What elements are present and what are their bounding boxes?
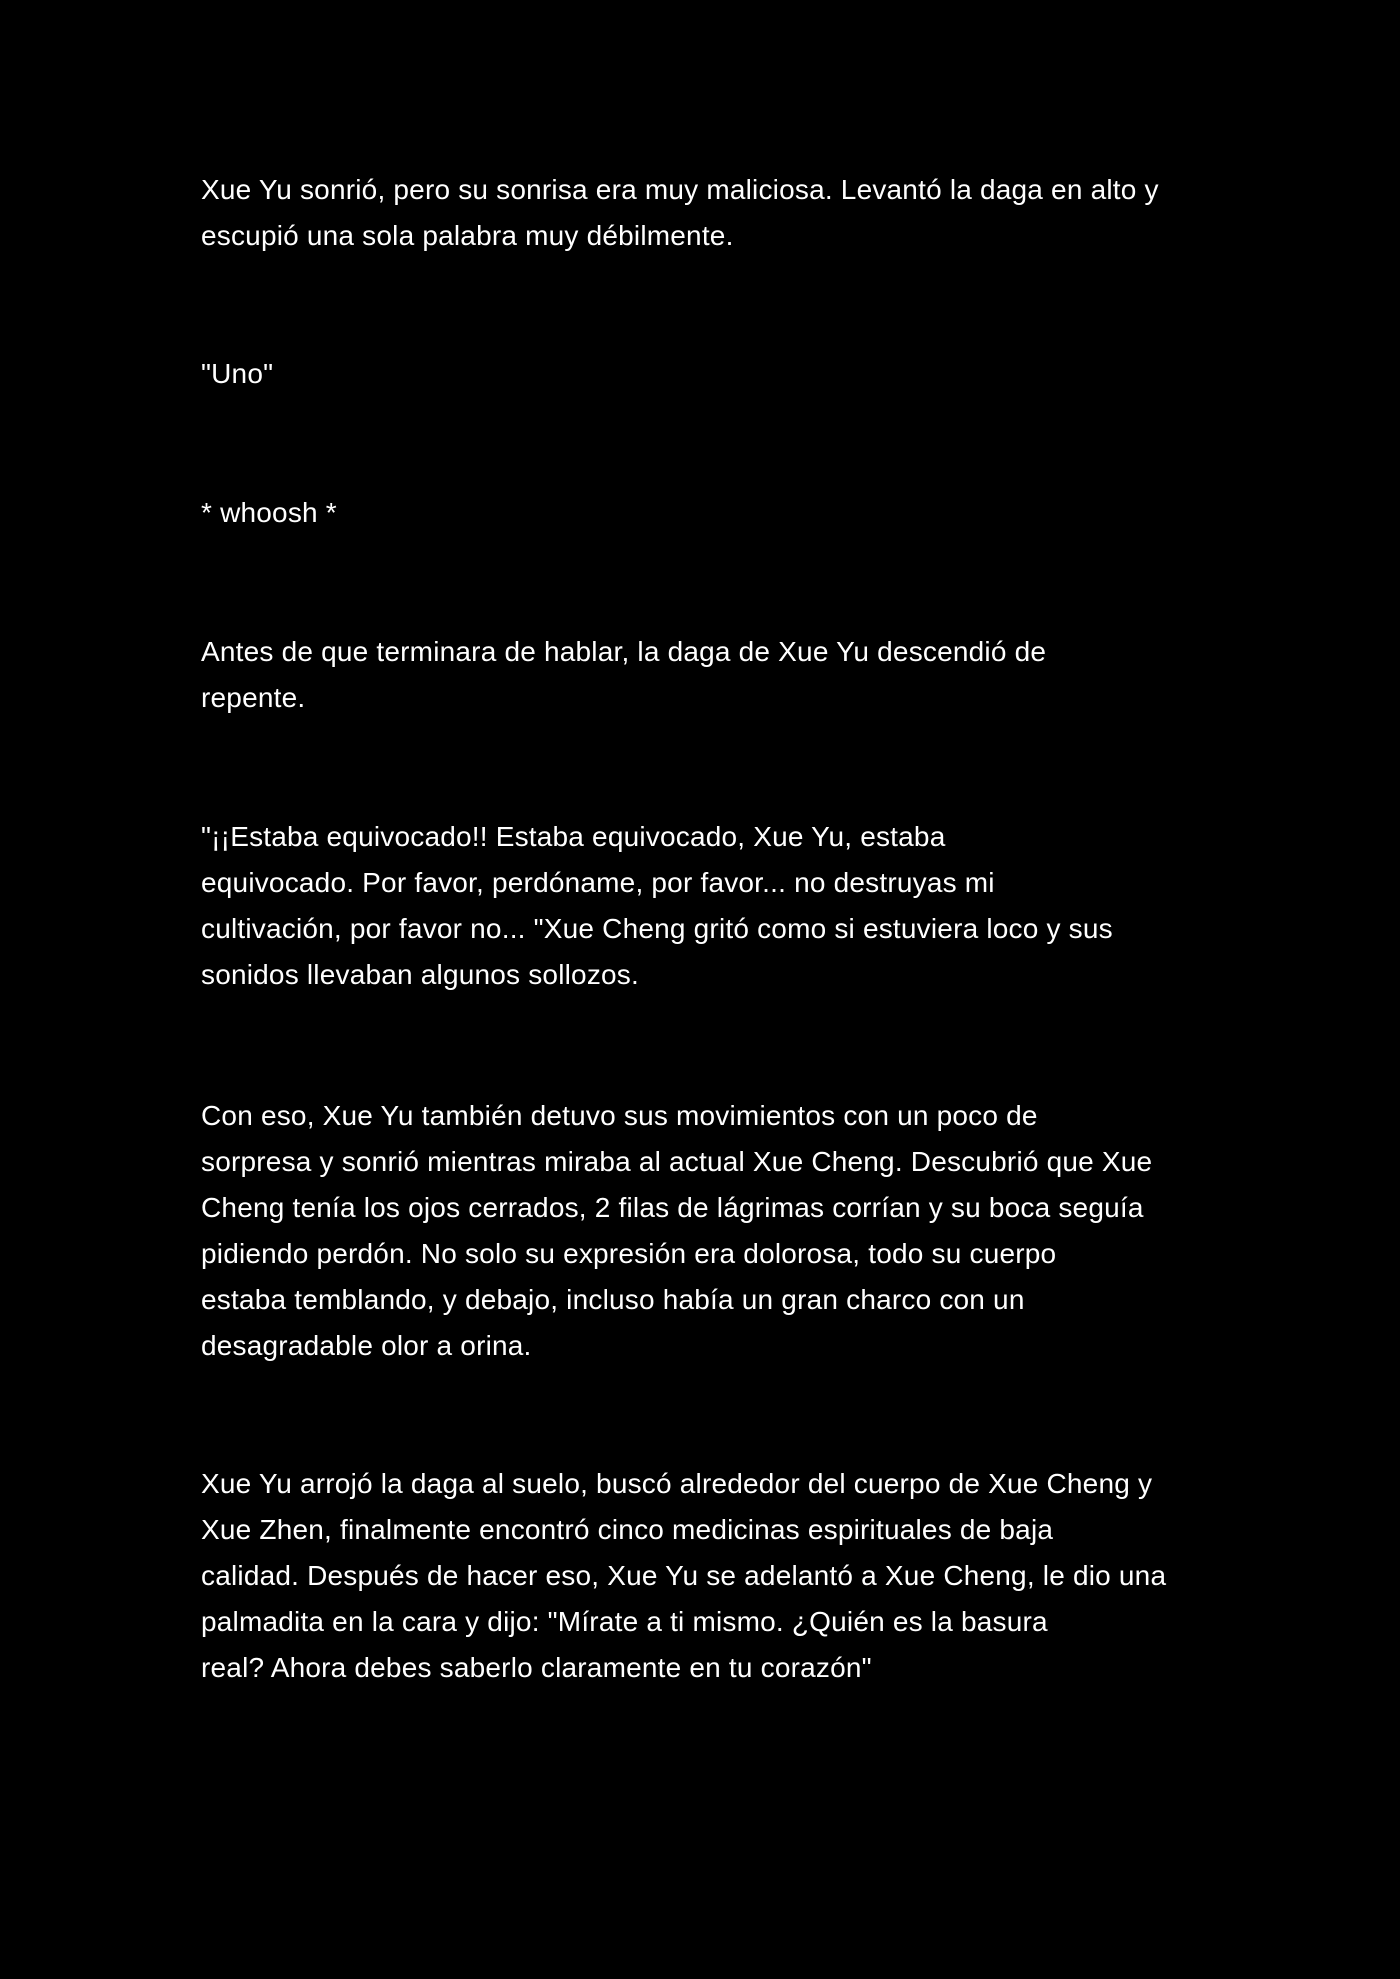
paragraph-xue-cheng-begs: [201, 814, 1211, 998]
text-line: Xue Yu sonrió, pero su sonrisa era muy maliciosa. Levantó la daga en alto y: [201, 174, 1159, 205]
text-line: repente.: [201, 682, 306, 713]
text-line: Xue Zhen, finalmente encontró cinco medicinas espirituales de baja: [201, 1514, 1054, 1545]
paragraph-uno: [201, 351, 1211, 397]
text-line: pidiendo perdón. No solo su expresión era dolorosa, todo su cuerpo: [201, 1238, 1057, 1269]
text-line: Cheng tenía los ojos cerrados, 2 filas de lágrimas corrían y su boca seguía: [201, 1192, 1144, 1223]
text-line: escupió una sola palabra muy débilmente.: [201, 220, 734, 251]
text-line: * whoosh *: [201, 497, 337, 528]
text-line: palmadita en la cara y dijo: "Mírate a ti mismo. ¿Quién es la basura: [201, 1606, 1048, 1637]
text-line: calidad. Después de hacer eso, Xue Yu se adelantó a Xue Cheng, le dio una: [201, 1560, 1167, 1591]
text-line: Xue Yu arrojó la daga al suelo, buscó alrededor del cuerpo de Xue Cheng y: [201, 1468, 1153, 1499]
text-line: estaba temblando, y debajo, incluso había un gran charco con un: [201, 1284, 1025, 1315]
text-line: "¡¡Estaba equivocado!! Estaba equivocado, Xue Yu, estaba: [201, 821, 946, 852]
paragraph-spirit-medicines: [201, 1461, 1211, 1691]
text-line: Con eso, Xue Yu también detuvo sus movimientos con un poco de: [201, 1100, 1038, 1131]
text-line: real? Ahora debes saberlo claramente en tu corazón": [201, 1652, 872, 1683]
text-line: sonidos llevaban algunos sollozos.: [201, 959, 639, 990]
text-line: equivocado. Por favor, perdóname, por favor... no destruyas mi: [201, 867, 995, 898]
paragraph-dagger-descends: [201, 629, 1211, 721]
text-line: cultivación, por favor no... "Xue Cheng gritó como si estuviera loco y sus: [201, 913, 1113, 944]
text-line: desagradable olor a orina.: [201, 1330, 532, 1361]
text-line: "Uno": [201, 358, 274, 389]
text-line: Antes de que terminara de hablar, la daga de Xue Yu descendió de: [201, 636, 1047, 667]
paragraph-xue-yu-stops: [201, 1093, 1211, 1369]
paragraph-xue-yu-smiles: [201, 167, 1211, 259]
paragraph-whoosh: [201, 490, 1211, 536]
text-line: sorpresa y sonrió mientras miraba al actual Xue Cheng. Descubrió que Xue: [201, 1146, 1153, 1177]
